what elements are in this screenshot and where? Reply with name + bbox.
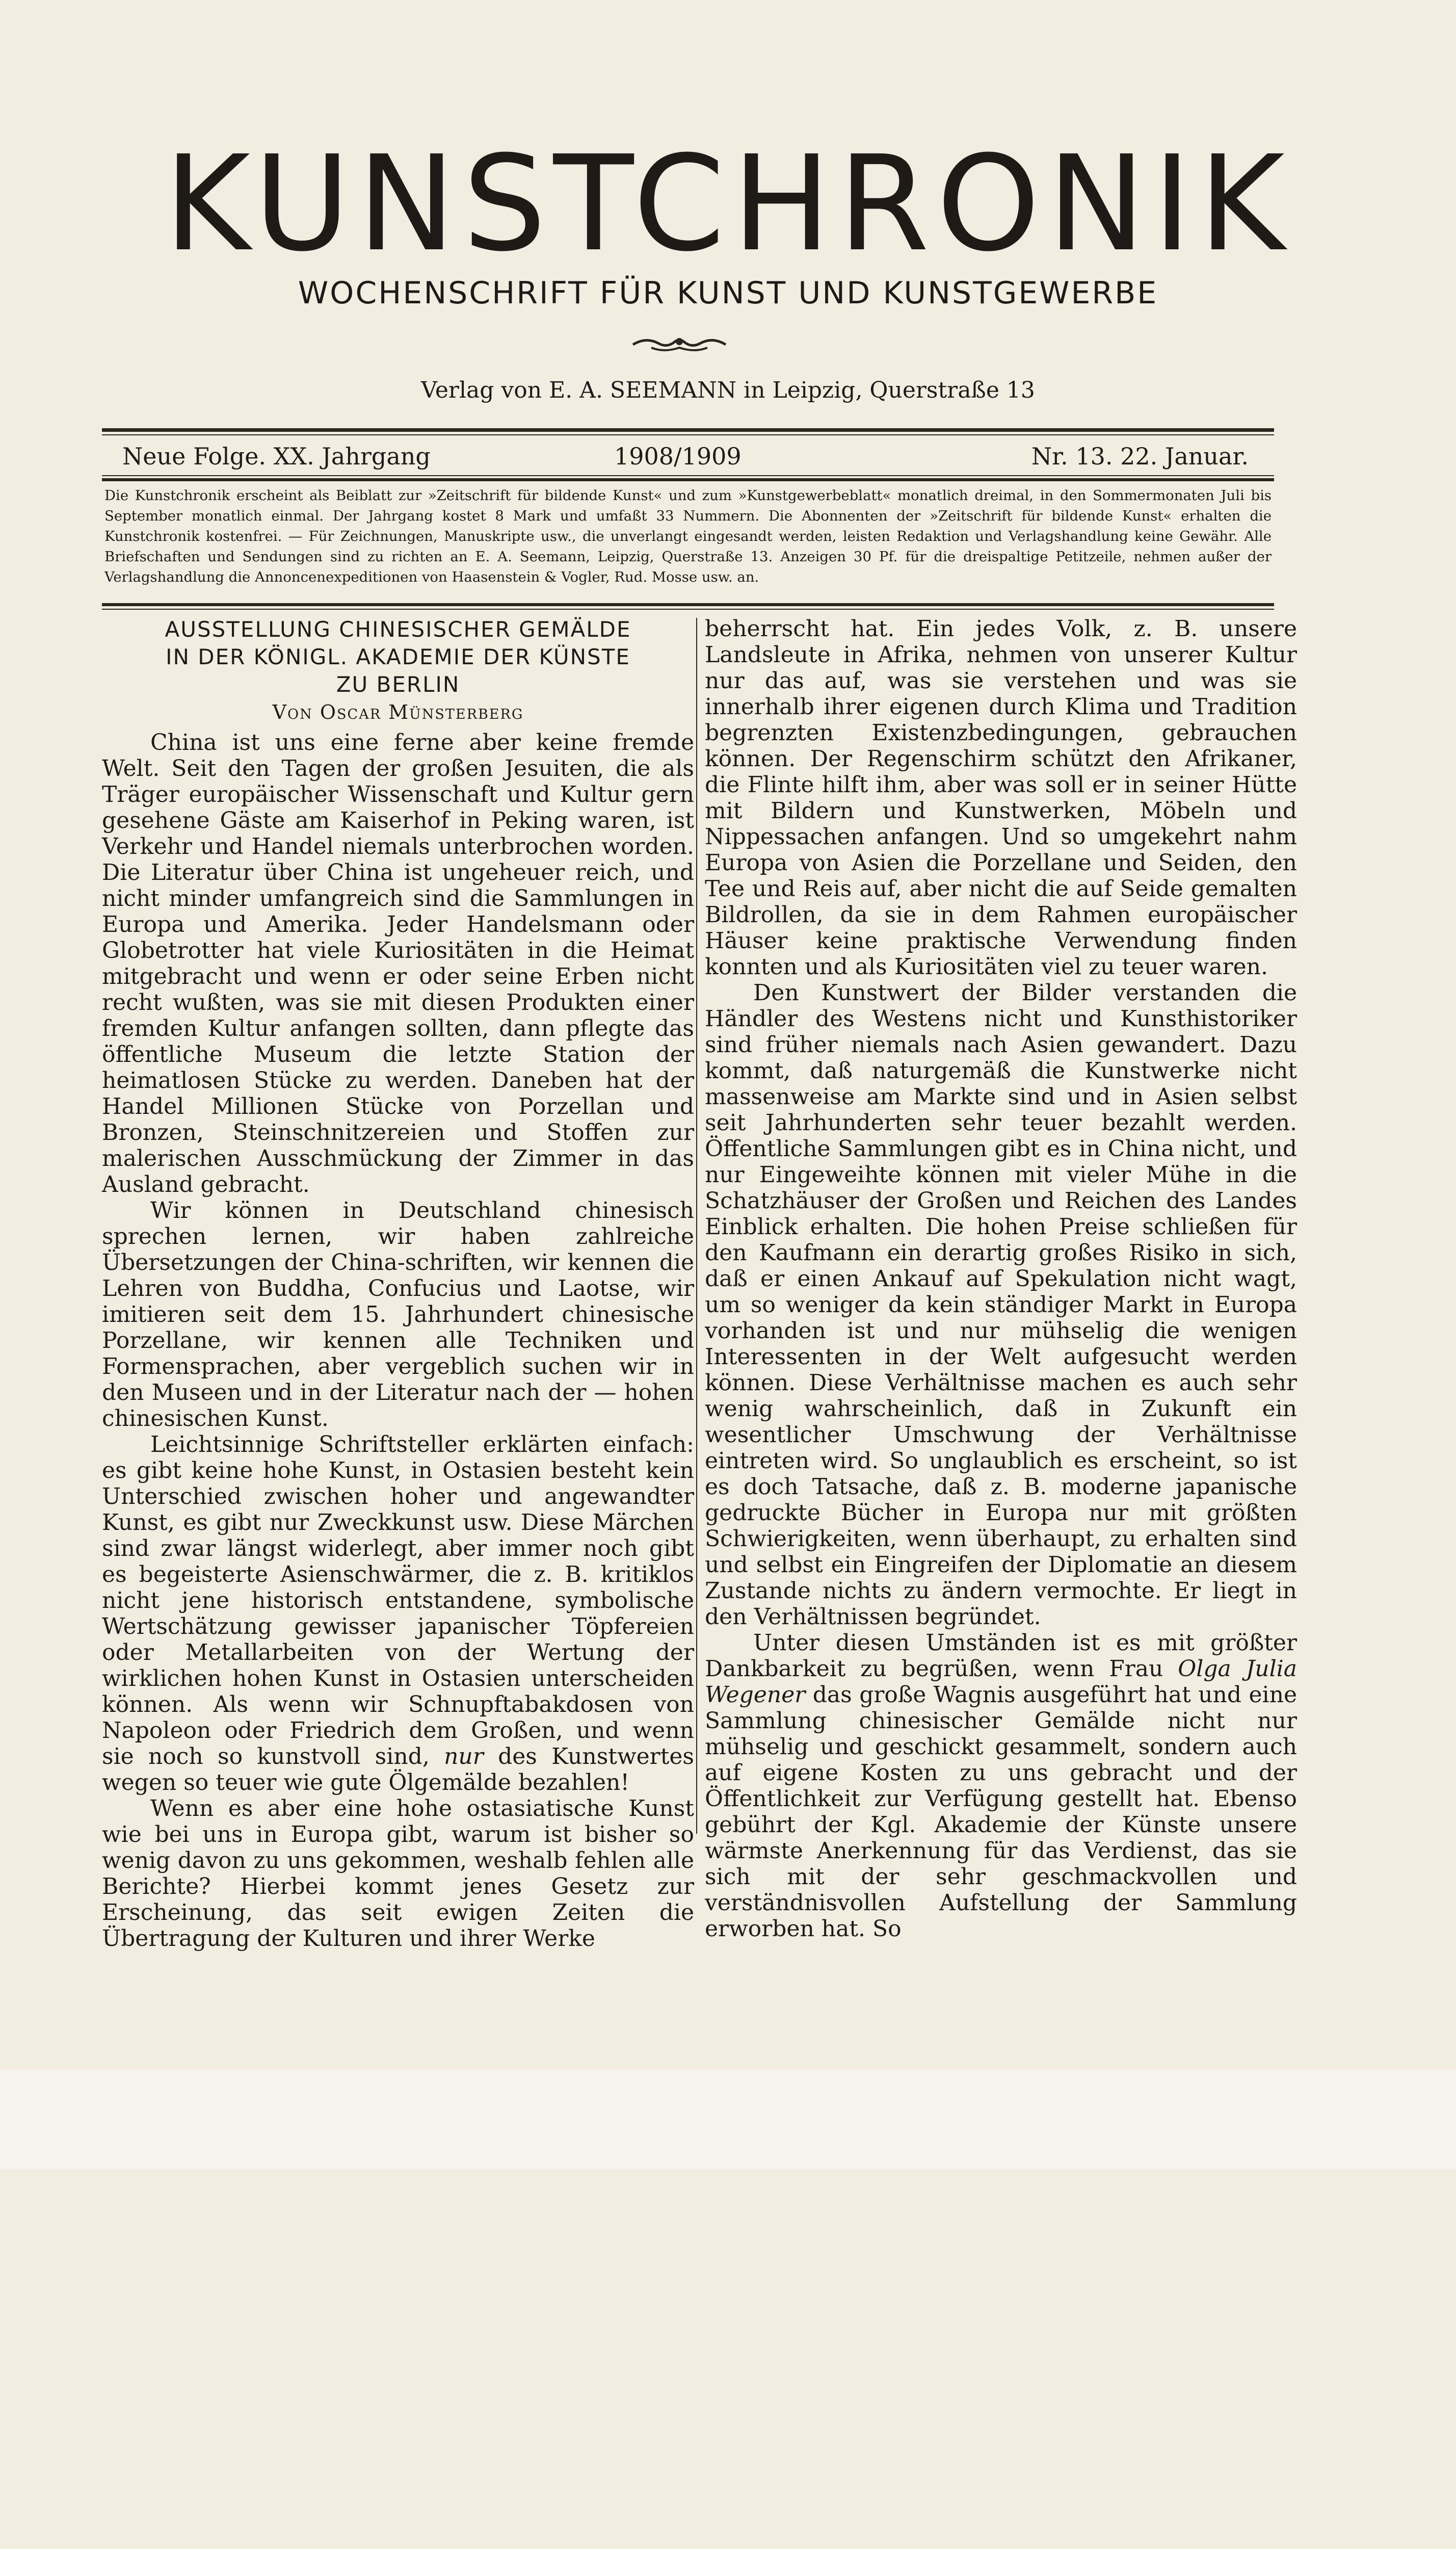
- issue-series: Neue Folge. XX. Jahrgang: [122, 443, 431, 470]
- headline-line-1: AUSSTELLUNG CHINESISCHER GEMÄLDE: [165, 617, 631, 642]
- issue-number-date: Nr. 13. 22. Januar.: [1031, 443, 1249, 470]
- viewer-footer: [0, 2070, 1456, 2169]
- ornament-flourish-icon: [631, 332, 728, 356]
- rule-notice-thick: [102, 603, 1274, 606]
- issue-years: 1908/1909: [614, 443, 742, 470]
- masthead-subtitle: WOCHENSCHRIFT FÜR KUNST UND KUNSTGEWERBE: [298, 275, 1158, 311]
- emphasis-name: Olga Julia Wegener: [705, 1656, 1297, 1708]
- article-column-right: [705, 616, 1297, 1942]
- headline-line-2: IN DER KÖNIGL. AKADEMIE DER KÜNSTE: [166, 644, 630, 669]
- emphasis-text: nur: [444, 1744, 484, 1770]
- paragraph-text: das große Wagnis ausgeführt hat und eine Sammlung chinesischer Gemälde nicht nur mühselig und geschickt gesammelt, sondern auch auf eigene Kosten zu uns gebracht und der Öffentlichkeit zur Verfügung gestellt hat. Ebenso gebührt der Kgl. Akademie der Künste unsere wärmste Anerkennung für das Verdienst, das sie sich mit der sehr geschmackvollen und verständnisvollen Aufstellung der Sammlung erworben hat. So: [705, 1682, 1297, 1942]
- rule-mid-thick: [102, 478, 1274, 481]
- rule-notice-thin: [102, 609, 1274, 610]
- article-column-left: [102, 616, 694, 1952]
- article-paragraph: Wenn es aber eine hohe ostasiatische Kunst wie bei uns in Europa gibt, warum ist bisher so wenig davon zu uns gekommen, weshalb fehlen alle Berichte? Hierbei kommt jenes Gesetz zur Erscheinung, das seit ewigen Zeiten die Übertragung der Kulturen und ihrer Werke: [102, 1796, 694, 1952]
- publisher-line: Verlag von E. A. SEEMANN in Leipzig, Querstraße 13: [421, 377, 1035, 403]
- subscription-notice: Die Kunstchronik erscheint als Beiblatt zur »Zeitschrift für bildende Kunst« und zum »Kunstgewerbeblatt« monatlich dreimal, in den Sommermonaten Juli bis September monatlich einmal. Der Jahrgang kostet 8 Mark und umfaßt 33 Nummern. Die Abonnenten der »Zeitschrift für bildende Kunst« erhalten die Kunstchronik kostenfrei. — Für Zeichnungen, Manuskripte usw., die unverlangt eingesandt werden, leisten Redaktion und Verlagshandlung keine Gewähr. Alle Briefschaften und Sendungen sind zu richten an E. A. Seemann, Leipzig, Querstraße 13. Anzeigen 30 Pf. für die dreispaltige Petitzeile, nehmen außer der Verlagshandlung die Annoncenexpeditionen von Haasenstein & Vogler, Rud. Mosse usw. an.: [104, 487, 1272, 585]
- article-paragraph: [102, 1432, 694, 1796]
- article-byline: Von Oscar Münsterberg: [272, 701, 524, 723]
- headline-line-3: ZU BERLIN: [336, 672, 460, 697]
- paragraph-text: Leichtsinnige Schriftsteller erklärten einfach: es gibt keine hohe Kunst, in Ostasien besteht kein Unterschied zwischen hoher und angewandter Kunst, es gibt nur Zweckkunst usw. Diese Märchen sind zwar längst widerlegt, aber immer noch gibt es begeisterte Asienschwärmer, die z. B. kritiklos nicht jene historisch entstandene, symbolische Wertschätzung gewisser japanischer Töpfereien oder Metallarbeiten von der Wertung der wirklichen hohen Kunst in Ostasien unterscheiden können. Als wenn wir Schnupftabakdosen von Napoleon oder Friedrich dem Großen, und wenn sie noch so kunstvoll sind,: [102, 1432, 694, 1770]
- rule-top-thin: [102, 434, 1274, 435]
- masthead-title: KUNSTCHRONIK: [164, 127, 1292, 280]
- paragraph-text: Unter diesen Umständen ist es mit größter Dankbarkeit zu begrüßen, wenn Frau: [705, 1630, 1297, 1682]
- rule-mid-thin: [102, 475, 1274, 476]
- issue-line: [122, 443, 1249, 473]
- article-headline: [102, 616, 694, 698]
- rule-top-thick: [102, 428, 1274, 432]
- paragraph-text: des Kunstwertes wegen so teuer wie gute Ölgemälde bezahlen!: [102, 1744, 694, 1796]
- column-divider: [696, 618, 697, 1834]
- article-paragraph: Den Kunstwert der Bilder verstanden die Händler des Westens nicht und Kunsthistoriker sind früher niemals nach Asien gewandert. Dazu kommt, daß naturgemäß die Kunstwerke nicht massenweise am Markte sind und in Asien selbst seit Jahrhunderten sehr teuer bezahlt werden. Öffentliche Sammlungen gibt es in China nicht, und nur Eingeweihte können mit vieler Mühe in die Schatzhäuser der Großen und Reichen des Landes Einblick erhalten. Die hohen Preise schließen für den Kaufmann ein derartig großes Risiko in sich, daß er einen Ankauf auf Spekulation nicht wagt, um so weniger da kein ständiger Markt in Europa vorhanden ist und nur mühselig die wenigen Interessenten in der Welt aufgesucht werden können. Diese Verhältnisse machen es auch sehr wenig wahrscheinlich, daß in Zukunft ein wesentlicher Umschwung der Verhältnisse eintreten wird. So unglaublich es erscheint, so ist es doch Tatsache, daß z. B. moderne japanische gedruckte Bücher in Europa nur mit größten Schwierigkeiten, wenn überhaupt, zu erhalten sind und selbst ein Eingreifen der Diplomatie an diesem Zustande nichts zu ändern vermochte. Er liegt in den Verhältnissen begründet.: [705, 980, 1297, 1630]
- article-paragraph: China ist uns eine ferne aber keine fremde Welt. Seit den Tagen der großen Jesuiten, die als Träger europäischer Wissenschaft und Kultur gern gesehene Gäste am Kaiserhof in Peking waren, ist Verkehr und Handel niemals unterbrochen worden. Die Literatur über China ist ungeheuer reich, und nicht minder umfangreich sind die Sammlungen in Europa und Amerika. Jeder Handelsmann oder Globetrotter hat viele Kuriositäten in die Heimat mitgebracht und wenn er oder seine Erben nicht recht wußten, was sie mit diesen Produkten einer fremden Kultur anfangen sollten, dann pflegte das öffentliche Museum die letzte Station der heimatlosen Stücke zu werden. Daneben hat der Handel Millionen Stücke von Porzellan und Bronzen, Steinschnitzereien und Stoffen zur malerischen Ausschmückung der Zimmer in das Ausland gebracht.: [102, 730, 694, 1198]
- article-paragraph: [705, 1630, 1297, 1942]
- article-paragraph: Wir können in Deutschland chinesisch sprechen lernen, wir haben zahlreiche Übersetzungen der China-schriften, wir kennen die Lehren von Buddha, Confucius und Laotse, wir imitieren seit dem 15. Jahrhundert chinesische Porzellane, wir kennen alle Techniken und Formensprachen, aber vergeblich suchen wir in den Museen und in der Literatur nach der — hohen chinesischen Kunst.: [102, 1198, 694, 1432]
- article-paragraph: beherrscht hat. Ein jedes Volk, z. B. unsere Landsleute in Afrika, nehmen von unserer Kultur nur das auf, was sie verstehen und was sie innerhalb ihrer eigenen durch Klima und Tradition begrenzten Existenzbedingungen, gebrauchen können. Der Regenschirm schützt den Afrikaner, die Flinte hilft ihm, aber was soll er in seiner Hütte mit Bildern und Kunstwerken, Möbeln und Nippessachen anfangen. Und so umgekehrt nahm Europa von Asien die Porzellane und Seiden, den Tee und Reis auf, aber nicht die auf Seide gemalten Bildrollen, da sie in dem Rahmen europäischer Häuser keine praktische Verwendung finden konnten und als Kuriositäten viel zu teuer waren.: [705, 616, 1297, 980]
